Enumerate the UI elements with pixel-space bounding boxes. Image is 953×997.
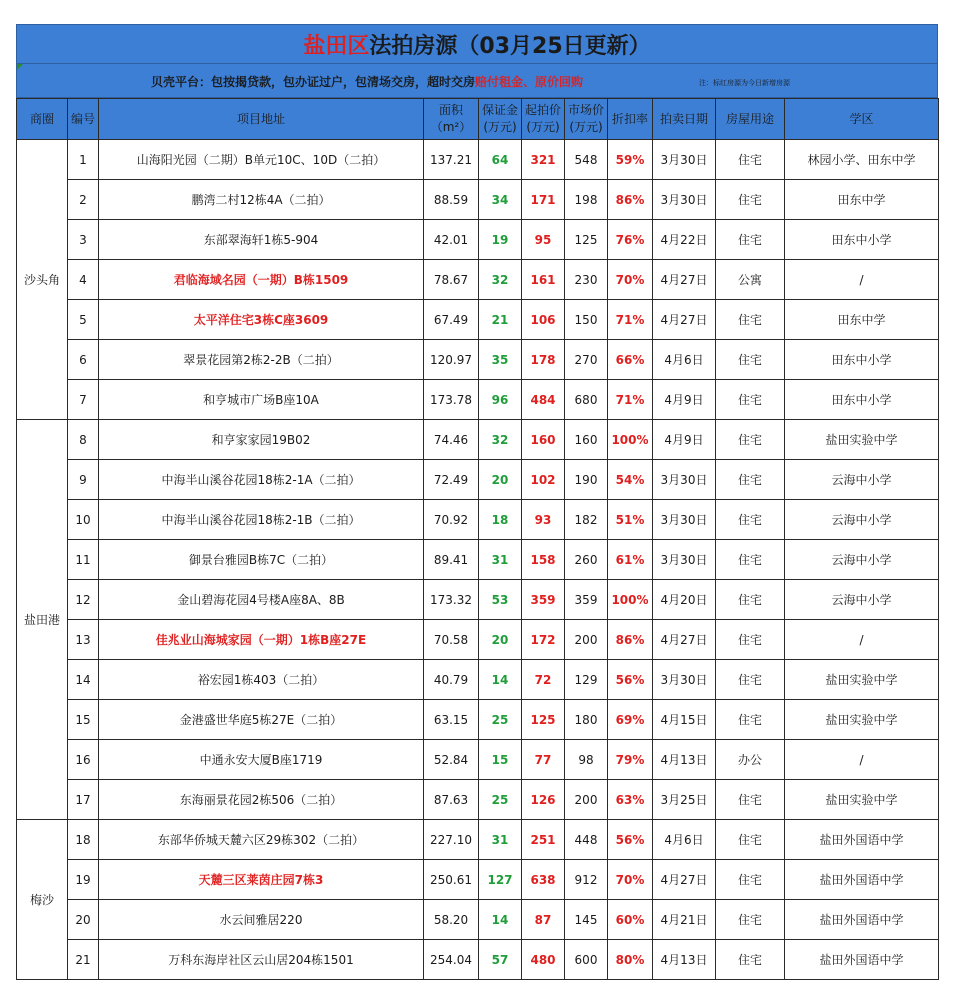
row-market-price: 270: [565, 340, 608, 380]
row-market-price: 198: [565, 180, 608, 220]
row-start-price: 638: [522, 860, 565, 900]
row-usage: 住宅: [716, 460, 785, 500]
row-start-price: 95: [522, 220, 565, 260]
row-school: /: [785, 740, 939, 780]
row-address: 中海半山溪谷花园18栋2-1B（二拍）: [99, 500, 424, 540]
row-discount: 71%: [608, 380, 653, 420]
row-discount: 70%: [608, 260, 653, 300]
row-market-price: 125: [565, 220, 608, 260]
header-start-line1: 起拍价: [524, 103, 561, 117]
table-row: [17, 540, 939, 580]
row-date: 4月9日: [653, 380, 716, 420]
row-school: 云海中小学: [785, 460, 939, 500]
row-address: 翠景花园第2栋2-2B（二拍）: [99, 340, 424, 380]
row-no: 15: [68, 700, 99, 740]
row-area: 227.10: [424, 820, 479, 860]
table-row: [17, 660, 939, 700]
header-no: 编号: [68, 99, 99, 140]
row-school: 盐田实验中学: [785, 780, 939, 820]
row-no: 16: [68, 740, 99, 780]
row-no: 6: [68, 340, 99, 380]
row-no: 18: [68, 820, 99, 860]
row-discount: 60%: [608, 900, 653, 940]
row-start-price: 72: [522, 660, 565, 700]
district-cell: 盐田港: [17, 420, 68, 820]
row-date: 4月22日: [653, 220, 716, 260]
header-date: 拍卖日期: [653, 99, 716, 140]
listing-table: [16, 98, 939, 980]
row-no: 9: [68, 460, 99, 500]
row-usage: 住宅: [716, 700, 785, 740]
row-start-price: 178: [522, 340, 565, 380]
row-school: 田东中学: [785, 180, 939, 220]
row-deposit: 20: [479, 460, 522, 500]
row-deposit: 32: [479, 420, 522, 460]
row-no: 10: [68, 500, 99, 540]
row-area: 63.15: [424, 700, 479, 740]
row-no: 7: [68, 380, 99, 420]
row-deposit: 25: [479, 700, 522, 740]
header-deposit: [479, 99, 522, 140]
header-usage: 房屋用途: [716, 99, 785, 140]
row-deposit: 20: [479, 620, 522, 660]
row-address: 中通永安大厦B座1719: [99, 740, 424, 780]
row-area: 40.79: [424, 660, 479, 700]
row-no: 13: [68, 620, 99, 660]
row-discount: 100%: [608, 580, 653, 620]
row-school: 田东中小学: [785, 380, 939, 420]
header-school: 学区: [785, 99, 939, 140]
header-area-line1: 面积: [438, 103, 463, 117]
row-market-price: 150: [565, 300, 608, 340]
row-deposit: 14: [479, 900, 522, 940]
row-start-price: 158: [522, 540, 565, 580]
row-start-price: 161: [522, 260, 565, 300]
row-date: 4月27日: [653, 300, 716, 340]
row-usage: 办公: [716, 740, 785, 780]
row-usage: 住宅: [716, 180, 785, 220]
table-row: [17, 180, 939, 220]
row-no: 21: [68, 940, 99, 980]
row-start-price: 480: [522, 940, 565, 980]
row-address: 水云间雅居220: [99, 900, 424, 940]
table-row: [17, 700, 939, 740]
row-date: 4月21日: [653, 900, 716, 940]
title-district: 盐田区: [303, 33, 370, 59]
row-area: 70.58: [424, 620, 479, 660]
row-start-price: 171: [522, 180, 565, 220]
row-start-price: 93: [522, 500, 565, 540]
row-discount: 100%: [608, 420, 653, 460]
row-deposit: 64: [479, 140, 522, 180]
row-address: 和亨家家园19B02: [99, 420, 424, 460]
listing-sheet: [16, 24, 938, 980]
table-row: [17, 580, 939, 620]
row-deposit: 57: [479, 940, 522, 980]
row-school: 盐田实验中学: [785, 420, 939, 460]
row-usage: 住宅: [716, 900, 785, 940]
row-deposit: 15: [479, 740, 522, 780]
row-start-price: 77: [522, 740, 565, 780]
row-usage: 住宅: [716, 820, 785, 860]
row-date: 4月27日: [653, 860, 716, 900]
row-discount: 66%: [608, 340, 653, 380]
row-date: 4月6日: [653, 340, 716, 380]
row-address: 东海丽景花园2栋506（二拍）: [99, 780, 424, 820]
row-usage: 住宅: [716, 540, 785, 580]
row-address: 鹏湾二村12栋4A（二拍）: [99, 180, 424, 220]
row-market-price: 180: [565, 700, 608, 740]
row-area: 87.63: [424, 780, 479, 820]
row-usage: 住宅: [716, 660, 785, 700]
row-start-price: 87: [522, 900, 565, 940]
row-date: 4月9日: [653, 420, 716, 460]
row-usage: 住宅: [716, 220, 785, 260]
row-address: 御景台雅园B栋7C（二拍）: [99, 540, 424, 580]
row-discount: 63%: [608, 780, 653, 820]
row-usage: 住宅: [716, 420, 785, 460]
row-no: 14: [68, 660, 99, 700]
table-row: [17, 620, 939, 660]
table-row: [17, 940, 939, 980]
row-discount: 69%: [608, 700, 653, 740]
row-deposit: 127: [479, 860, 522, 900]
row-market-price: 160: [565, 420, 608, 460]
row-area: 67.49: [424, 300, 479, 340]
row-date: 3月30日: [653, 140, 716, 180]
row-date: 3月25日: [653, 780, 716, 820]
row-address: 君临海域名园（一期）B栋1509: [99, 260, 424, 300]
row-school: 田东中小学: [785, 340, 939, 380]
row-area: 72.49: [424, 460, 479, 500]
row-market-price: 230: [565, 260, 608, 300]
row-address: 中海半山溪谷花园18栋2-1A（二拍）: [99, 460, 424, 500]
row-start-price: 321: [522, 140, 565, 180]
row-area: 88.59: [424, 180, 479, 220]
row-market-price: 98: [565, 740, 608, 780]
row-area: 137.21: [424, 140, 479, 180]
row-date: 4月13日: [653, 740, 716, 780]
row-usage: 住宅: [716, 620, 785, 660]
sheet-title: [16, 24, 938, 64]
table-row: [17, 220, 939, 260]
row-no: 1: [68, 140, 99, 180]
row-start-price: 359: [522, 580, 565, 620]
row-school: 盐田外国语中学: [785, 860, 939, 900]
header-start: [522, 99, 565, 140]
row-no: 11: [68, 540, 99, 580]
row-area: 173.32: [424, 580, 479, 620]
subtitle-note: 注：标红房源为今日新增房源: [699, 79, 790, 87]
row-school: 盐田外国语中学: [785, 940, 939, 980]
subtitle-highlight: 赔付租金、原价回购: [475, 75, 584, 89]
row-school: /: [785, 620, 939, 660]
table-row: [17, 260, 939, 300]
listing-body: [17, 140, 939, 980]
table-row: [17, 460, 939, 500]
row-start-price: 251: [522, 820, 565, 860]
header-address: 项目地址: [99, 99, 424, 140]
row-discount: 86%: [608, 180, 653, 220]
table-row: [17, 900, 939, 940]
row-start-price: 172: [522, 620, 565, 660]
row-usage: 住宅: [716, 860, 785, 900]
row-school: 田东中小学: [785, 220, 939, 260]
row-usage: 住宅: [716, 940, 785, 980]
row-date: 3月30日: [653, 460, 716, 500]
row-market-price: 145: [565, 900, 608, 940]
row-date: 4月20日: [653, 580, 716, 620]
table-row: [17, 380, 939, 420]
row-date: 4月27日: [653, 620, 716, 660]
row-date: 3月30日: [653, 500, 716, 540]
header-market-line1: 市场价: [567, 103, 604, 117]
table-row: [17, 820, 939, 860]
title-text: 法拍房源（03月25日更新）: [369, 33, 651, 59]
subtitle-text: [151, 73, 583, 90]
row-discount: 54%: [608, 460, 653, 500]
row-address: 裕宏园1栋403（二拍）: [99, 660, 424, 700]
row-area: 89.41: [424, 540, 479, 580]
subtitle-main: 贝壳平台：包按揭贷款，包办证过户，包清场交房，超时交房: [151, 75, 476, 89]
row-market-price: 600: [565, 940, 608, 980]
district-cell: 沙头角: [17, 140, 68, 420]
row-address: 金山碧海花园4号楼A座8A、8B: [99, 580, 424, 620]
header-market-line2: (万元): [569, 120, 603, 134]
row-no: 19: [68, 860, 99, 900]
table-row: [17, 780, 939, 820]
row-no: 3: [68, 220, 99, 260]
row-date: 3月30日: [653, 660, 716, 700]
row-start-price: 102: [522, 460, 565, 500]
row-start-price: 106: [522, 300, 565, 340]
row-market-price: 200: [565, 620, 608, 660]
row-usage: 公寓: [716, 260, 785, 300]
row-deposit: 21: [479, 300, 522, 340]
cell-corner-marker-icon: [17, 64, 23, 70]
row-date: 3月30日: [653, 180, 716, 220]
header-area: [424, 99, 479, 140]
row-discount: 56%: [608, 660, 653, 700]
header-market: [565, 99, 608, 140]
row-area: 254.04: [424, 940, 479, 980]
row-address: 万科东海岸社区云山居204栋1501: [99, 940, 424, 980]
row-no: 12: [68, 580, 99, 620]
row-discount: 76%: [608, 220, 653, 260]
row-market-price: 190: [565, 460, 608, 500]
row-deposit: 14: [479, 660, 522, 700]
table-row: [17, 860, 939, 900]
header-deposit-line2: (万元): [483, 120, 517, 134]
row-school: 云海中小学: [785, 540, 939, 580]
row-area: 42.01: [424, 220, 479, 260]
row-usage: 住宅: [716, 780, 785, 820]
row-date: 4月6日: [653, 820, 716, 860]
row-start-price: 126: [522, 780, 565, 820]
header-district: 商圈: [17, 99, 68, 140]
row-date: 4月27日: [653, 260, 716, 300]
row-no: 8: [68, 420, 99, 460]
row-market-price: 680: [565, 380, 608, 420]
row-school: 盐田外国语中学: [785, 900, 939, 940]
row-school: 盐田实验中学: [785, 660, 939, 700]
table-row: [17, 300, 939, 340]
row-start-price: 484: [522, 380, 565, 420]
row-address: 金港盛世华庭5栋27E（二拍）: [99, 700, 424, 740]
table-row: [17, 740, 939, 780]
row-area: 52.84: [424, 740, 479, 780]
row-no: 4: [68, 260, 99, 300]
row-school: /: [785, 260, 939, 300]
row-address: 太平洋住宅3栋C座3609: [99, 300, 424, 340]
row-deposit: 53: [479, 580, 522, 620]
row-market-price: 129: [565, 660, 608, 700]
row-date: 4月15日: [653, 700, 716, 740]
header-deposit-line1: 保证金: [481, 103, 518, 117]
row-start-price: 125: [522, 700, 565, 740]
row-no: 5: [68, 300, 99, 340]
table-row: [17, 500, 939, 540]
row-area: 250.61: [424, 860, 479, 900]
row-discount: 56%: [608, 820, 653, 860]
header-start-line2: (万元): [526, 120, 560, 134]
row-address: 东部华侨城天麓六区29栋302（二拍）: [99, 820, 424, 860]
row-deposit: 18: [479, 500, 522, 540]
row-market-price: 260: [565, 540, 608, 580]
row-usage: 住宅: [716, 340, 785, 380]
row-date: 3月30日: [653, 540, 716, 580]
table-row: [17, 420, 939, 460]
row-address: 天麓三区莱茵庄园7栋3: [99, 860, 424, 900]
row-discount: 86%: [608, 620, 653, 660]
row-no: 2: [68, 180, 99, 220]
row-date: 4月13日: [653, 940, 716, 980]
header-discount: 折扣率: [608, 99, 653, 140]
row-market-price: 359: [565, 580, 608, 620]
row-deposit: 25: [479, 780, 522, 820]
row-market-price: 182: [565, 500, 608, 540]
row-address: 山海阳光园（二期）B单元10C、10D（二拍）: [99, 140, 424, 180]
row-school: 云海中小学: [785, 500, 939, 540]
row-no: 20: [68, 900, 99, 940]
row-usage: 住宅: [716, 380, 785, 420]
row-area: 74.46: [424, 420, 479, 460]
row-deposit: 31: [479, 820, 522, 860]
row-market-price: 912: [565, 860, 608, 900]
row-no: 17: [68, 780, 99, 820]
subtitle-bar: [16, 64, 938, 98]
row-discount: 59%: [608, 140, 653, 180]
row-discount: 70%: [608, 860, 653, 900]
row-usage: 住宅: [716, 300, 785, 340]
row-school: 盐田实验中学: [785, 700, 939, 740]
row-school: 盐田外国语中学: [785, 820, 939, 860]
row-usage: 住宅: [716, 580, 785, 620]
row-school: 林园小学、田东中学: [785, 140, 939, 180]
row-deposit: 32: [479, 260, 522, 300]
row-address: 东部翠海轩1栋5-904: [99, 220, 424, 260]
row-school: 云海中小学: [785, 580, 939, 620]
row-discount: 79%: [608, 740, 653, 780]
row-start-price: 160: [522, 420, 565, 460]
row-area: 58.20: [424, 900, 479, 940]
row-area: 70.92: [424, 500, 479, 540]
row-area: 173.78: [424, 380, 479, 420]
row-school: 田东中学: [785, 300, 939, 340]
row-discount: 51%: [608, 500, 653, 540]
header-row: [17, 99, 939, 140]
row-deposit: 19: [479, 220, 522, 260]
row-usage: 住宅: [716, 500, 785, 540]
row-address: 和亨城市广场B座10A: [99, 380, 424, 420]
row-deposit: 35: [479, 340, 522, 380]
row-area: 120.97: [424, 340, 479, 380]
row-usage: 住宅: [716, 140, 785, 180]
row-deposit: 31: [479, 540, 522, 580]
row-market-price: 200: [565, 780, 608, 820]
row-address: 佳兆业山海城家园（一期）1栋B座27E: [99, 620, 424, 660]
row-market-price: 448: [565, 820, 608, 860]
row-discount: 80%: [608, 940, 653, 980]
row-discount: 61%: [608, 540, 653, 580]
district-cell: 梅沙: [17, 820, 68, 980]
table-row: [17, 340, 939, 380]
header-area-line2: （m²）: [430, 120, 472, 134]
row-deposit: 96: [479, 380, 522, 420]
row-area: 78.67: [424, 260, 479, 300]
table-row: [17, 140, 939, 180]
row-discount: 71%: [608, 300, 653, 340]
row-deposit: 34: [479, 180, 522, 220]
row-market-price: 548: [565, 140, 608, 180]
